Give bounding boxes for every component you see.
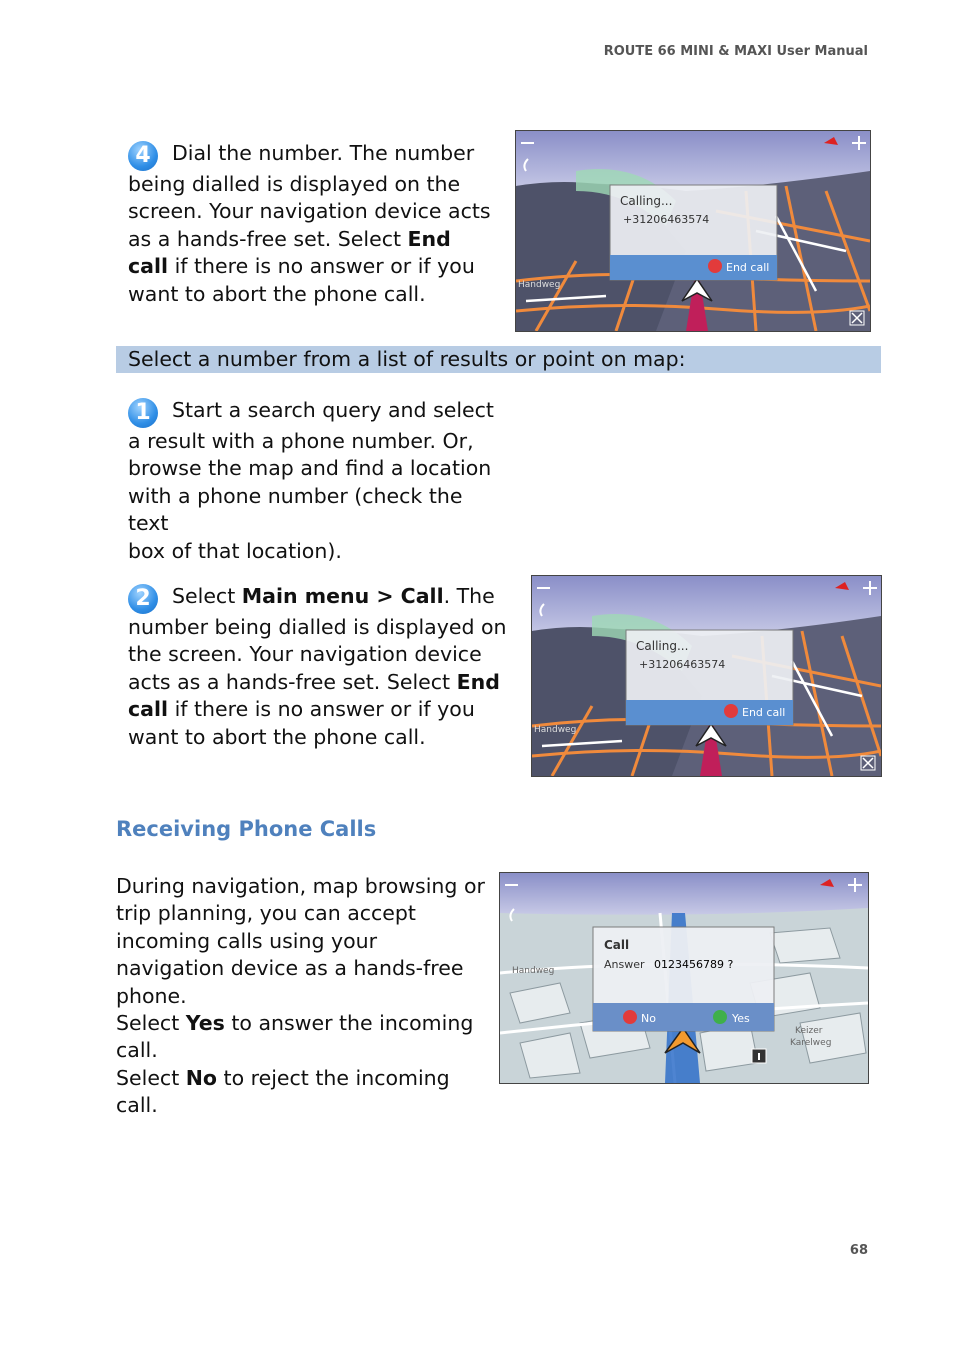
svg-text:Karelweg: Karelweg [790, 1038, 832, 1048]
calling-number: +31206463574 [623, 213, 710, 226]
step-1-block: 1 Start a search query and select a result with a phone number. Or, browse the map and find a location with a phone number (check the text box of that location). [128, 398, 494, 563]
step-number-icon: 1 [128, 398, 158, 428]
incoming-call-screenshot [499, 872, 869, 1084]
incoming-title: Call [604, 938, 630, 952]
no-icon[interactable] [623, 1010, 637, 1024]
step-2-block: 2 Select Main menu > Call. The number being dialled is displayed on the screen. Your navigation device acts as a hands-free set. Select End call if there is no answer or if you want to abort the phone call. [128, 584, 507, 749]
page-header: ROUTE 66 MINI & MAXI User Manual [603, 44, 868, 59]
yes-icon[interactable] [713, 1010, 727, 1024]
section-heading: Receiving Phone Calls [116, 817, 377, 841]
end-call-button[interactable]: End call [742, 706, 786, 719]
svg-text:Keizer: Keizer [795, 1026, 823, 1036]
yes-button[interactable]: Yes [732, 1012, 750, 1025]
calling-title: Calling... [636, 639, 689, 653]
end-call-icon[interactable] [724, 704, 738, 718]
svg-text:Handweg: Handweg [512, 966, 555, 976]
no-button[interactable]: No [641, 1012, 656, 1025]
calling-screenshot-1 [515, 130, 871, 332]
calling-title: Calling... [620, 194, 673, 208]
step-number-icon: 2 [128, 584, 158, 614]
calling-screenshot-2 [531, 575, 882, 777]
incoming-number: 0123456789 ? [654, 958, 734, 971]
section-bar: Select a number from a list of results or point on map: [116, 346, 881, 373]
step-number-icon: 4 [128, 141, 158, 171]
svg-text:Handweg: Handweg [518, 280, 561, 290]
calling-number: +31206463574 [639, 658, 726, 671]
svg-text:Handweg: Handweg [534, 725, 577, 735]
step-4-block: 4 Dial the number. The number being dialled is displayed on the screen. Your navigation device acts as a hands-free set. Select End call if there is no answer or if you want to abort the phone call. [128, 141, 491, 306]
page-number: 68 [849, 1243, 868, 1258]
receiving-block: During navigation, map browsing or trip planning, you can accept incoming calls using your navigation device as a hands-free phone. Select Yes to answer the incoming call. Select No to reject the incoming call. [116, 874, 485, 1118]
end-call-icon[interactable] [708, 259, 722, 273]
answer-label: Answer [604, 958, 645, 971]
end-call-button[interactable]: End call [726, 261, 770, 274]
